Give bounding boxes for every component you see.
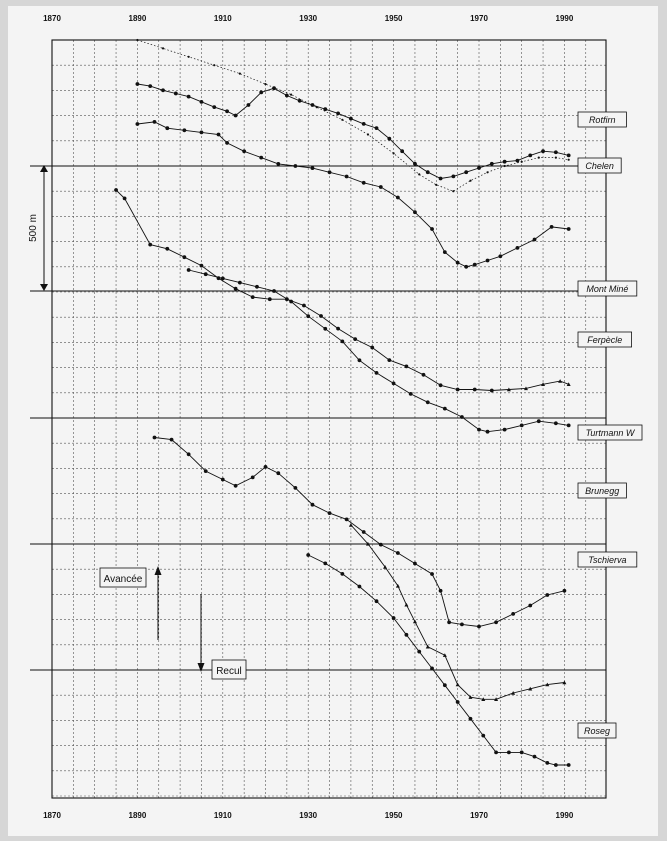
data-point [323, 562, 327, 566]
data-point [567, 154, 571, 158]
data-point [404, 603, 408, 607]
data-point [336, 327, 340, 331]
data-point [392, 616, 396, 620]
data-point [200, 100, 204, 104]
data-point [393, 152, 395, 154]
data-point [520, 751, 524, 755]
data-point [430, 667, 434, 671]
data-point [550, 225, 554, 229]
data-point [443, 250, 447, 254]
data-point [387, 358, 391, 362]
data-point [422, 373, 426, 377]
data-point [413, 210, 417, 214]
data-point [148, 84, 152, 88]
x-axis-top [43, 14, 574, 23]
data-point [516, 159, 520, 163]
data-point [358, 585, 362, 589]
data-point [340, 340, 344, 344]
data-point [298, 99, 302, 103]
data-point [293, 486, 297, 490]
data-point [460, 623, 464, 627]
data-point [555, 157, 557, 159]
retreat-label: Recul [216, 666, 242, 677]
data-point [341, 119, 343, 121]
data-point [136, 39, 138, 41]
data-point [370, 346, 374, 350]
data-point [511, 612, 515, 616]
data-point [311, 166, 315, 170]
data-point [490, 162, 494, 166]
data-point [477, 428, 481, 432]
data-point [426, 645, 430, 649]
data-point [504, 165, 506, 167]
data-point [259, 156, 263, 160]
data-point [234, 114, 238, 118]
data-point [251, 476, 255, 480]
advance-label: Avancée [103, 574, 143, 585]
x-tick-label-bottom: 1990 [555, 811, 574, 820]
data-point [563, 589, 567, 593]
data-point [418, 173, 420, 175]
data-point [328, 511, 332, 515]
data-point [477, 166, 481, 170]
data-point [568, 159, 570, 161]
data-point [567, 763, 571, 767]
data-point [362, 122, 366, 126]
data-point [170, 438, 174, 442]
data-point [272, 289, 276, 293]
data-point [554, 421, 558, 425]
data-point [200, 264, 204, 268]
data-point [520, 424, 524, 428]
data-point [464, 265, 468, 269]
data-point [545, 761, 549, 765]
data-point [516, 246, 520, 250]
data-point [362, 530, 366, 534]
data-point [486, 171, 488, 173]
data-point [123, 197, 127, 201]
data-point [554, 763, 558, 767]
data-point [148, 243, 152, 247]
series-label: Roseg [583, 726, 611, 736]
data-point [503, 160, 507, 164]
data-point [473, 263, 477, 267]
data-point [469, 717, 473, 721]
x-tick-label-top: 1970 [470, 14, 488, 23]
x-tick-label-top: 1930 [299, 14, 318, 23]
data-point [187, 452, 191, 456]
series-label: Turtmann W [585, 428, 635, 438]
data-point [400, 149, 404, 153]
x-tick-label-bottom: 1890 [128, 811, 147, 820]
x-tick-label-top: 1910 [213, 14, 232, 23]
data-point [541, 149, 545, 153]
data-point [477, 625, 481, 629]
data-point [316, 106, 318, 108]
data-point [537, 419, 541, 423]
data-point [217, 133, 221, 137]
data-point [204, 272, 208, 276]
data-point [345, 175, 349, 179]
data-point [396, 196, 400, 200]
data-point [430, 227, 434, 231]
x-tick-label-bottom: 1930 [299, 811, 318, 820]
data-point [443, 683, 447, 687]
data-point [289, 300, 293, 304]
series-line [137, 122, 568, 267]
data-point [387, 137, 391, 141]
data-point [264, 465, 268, 469]
x-tick-label-bottom: 1910 [213, 811, 232, 820]
data-point [503, 428, 507, 432]
data-point [340, 572, 344, 576]
data-point [136, 82, 140, 86]
data-point [533, 238, 537, 242]
data-point [362, 181, 366, 185]
data-point [188, 56, 190, 58]
x-tick-label-top: 1890 [128, 14, 147, 23]
data-point [498, 254, 502, 258]
data-point [426, 170, 430, 174]
data-point [567, 424, 571, 428]
data-point [165, 247, 169, 251]
data-point [276, 162, 280, 166]
series-line [116, 190, 569, 391]
data-point [456, 683, 460, 687]
data-point [528, 604, 532, 608]
data-point [251, 295, 255, 299]
data-point [268, 297, 272, 301]
data-point [439, 177, 443, 181]
series-line [189, 270, 569, 432]
data-point [114, 188, 118, 192]
series-label: Chelen [585, 161, 614, 171]
data-point [567, 227, 571, 231]
series-labels [578, 112, 642, 738]
data-point [238, 281, 242, 285]
data-point [225, 109, 229, 113]
scale-bar [28, 165, 48, 291]
data-point [302, 304, 306, 308]
data-point [396, 551, 400, 555]
series-mont-min- [114, 188, 571, 392]
data-point [161, 88, 165, 92]
data-point [285, 94, 289, 98]
data-point [439, 589, 443, 593]
data-point [234, 484, 238, 488]
data-point [225, 141, 229, 145]
data-point [486, 430, 490, 434]
x-tick-label-bottom: 1970 [470, 811, 488, 820]
data-point [405, 633, 409, 637]
data-point [306, 314, 310, 318]
series-ferp-cle [153, 436, 567, 629]
scale-bar-label: 500 m [28, 214, 39, 242]
series-label: Tschierva [588, 555, 627, 565]
data-point [311, 503, 315, 507]
data-point [239, 73, 241, 75]
data-point [136, 122, 140, 126]
data-point [469, 180, 471, 182]
data-point [345, 518, 349, 522]
data-point [353, 337, 357, 341]
data-point [221, 277, 225, 281]
data-point [264, 83, 266, 85]
data-point [456, 261, 460, 265]
data-point [528, 154, 532, 158]
x-tick-label-top: 1950 [384, 14, 403, 23]
data-point [452, 190, 454, 192]
data-point [405, 365, 409, 369]
grid [52, 40, 606, 798]
retreat-indicator [198, 594, 247, 679]
data-point [545, 593, 549, 597]
data-point [293, 164, 297, 168]
data-point [413, 620, 417, 624]
data-point [456, 388, 460, 392]
data-point [554, 150, 558, 154]
data-point [494, 751, 498, 755]
data-point [426, 400, 430, 404]
data-point [443, 407, 447, 411]
data-point [486, 259, 490, 263]
data-point [319, 314, 323, 318]
data-point [379, 543, 383, 547]
data-point [435, 184, 437, 186]
data-point [538, 157, 540, 159]
data-point [464, 170, 468, 174]
data-point [447, 620, 451, 624]
data-point [323, 327, 327, 331]
data-point [247, 103, 251, 107]
data-point [234, 287, 238, 291]
data-point [272, 86, 276, 90]
series [114, 39, 571, 767]
series-label: Brunegg [585, 486, 620, 496]
data-point [212, 105, 216, 109]
x-tick-label-bottom: 1870 [43, 811, 61, 820]
data-point [460, 415, 464, 419]
data-point [413, 562, 417, 566]
data-point [409, 392, 413, 396]
data-point [328, 170, 332, 174]
data-point [379, 185, 383, 189]
data-point [187, 268, 191, 272]
series-line [155, 438, 565, 627]
data-point [375, 371, 379, 375]
data-point [443, 653, 447, 657]
data-point [182, 128, 186, 132]
data-point [200, 131, 204, 135]
x-axis-bottom [43, 811, 574, 820]
x-tick-label-top: 1870 [43, 14, 61, 23]
data-point [153, 120, 157, 124]
data-point [276, 471, 280, 475]
data-point [481, 734, 485, 738]
data-point [367, 133, 369, 135]
data-point [187, 95, 191, 99]
data-point [242, 149, 246, 153]
data-point [165, 126, 169, 130]
data-point [349, 117, 353, 121]
data-point [451, 175, 455, 179]
data-point [473, 388, 477, 392]
data-point [392, 382, 396, 386]
data-point [204, 469, 208, 473]
series-label: Rotfirn [588, 115, 616, 125]
data-point [306, 553, 310, 557]
data-point [336, 112, 340, 116]
data-point [162, 47, 164, 49]
data-point [533, 755, 537, 759]
data-point [507, 751, 511, 755]
data-point [439, 383, 443, 387]
data-point [413, 162, 417, 166]
data-point [153, 436, 157, 440]
data-point [182, 255, 186, 259]
data-point [375, 126, 379, 130]
data-point [213, 64, 215, 66]
data-point [255, 285, 259, 289]
x-tick-label-top: 1990 [555, 14, 574, 23]
series-roseg [306, 553, 570, 767]
data-point [417, 650, 421, 654]
data-point [358, 358, 362, 362]
data-point [221, 478, 225, 482]
series-label: Ferpècle [587, 335, 623, 345]
plot-border [52, 40, 606, 798]
data-point [494, 620, 498, 624]
data-point [290, 94, 292, 96]
data-point [521, 161, 523, 163]
data-point [430, 572, 434, 576]
series-label: Mont Miné [586, 284, 629, 294]
plot-frame [30, 40, 606, 798]
x-tick-label-bottom: 1950 [384, 811, 403, 820]
data-point [259, 91, 263, 95]
advance-indicator [100, 566, 162, 640]
data-point [375, 599, 379, 603]
data-point [490, 389, 494, 393]
series-chelen [136, 120, 571, 269]
data-point [456, 700, 460, 704]
data-point [174, 92, 178, 96]
